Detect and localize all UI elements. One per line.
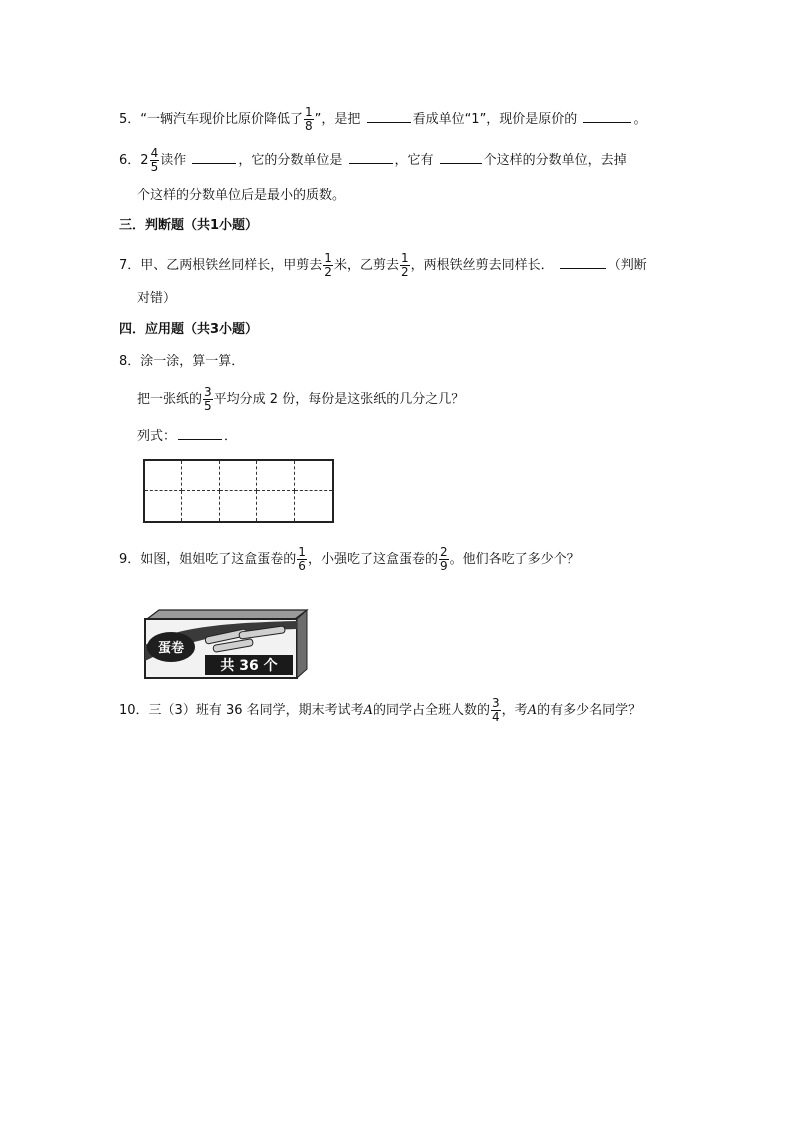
question-text: 如图，姐姐吃了这盒蛋卷的	[140, 552, 297, 567]
grid-cell[interactable]	[182, 461, 219, 491]
question-5	[119, 106, 646, 133]
question-text: 把一张纸的	[137, 392, 203, 407]
question-text: ，它的分数单位是	[238, 153, 343, 168]
question-8-body	[137, 386, 464, 413]
grid-cell[interactable]	[182, 491, 219, 521]
paper-grid[interactable]	[143, 459, 334, 523]
fraction: $\frac{1}{8}$	[305, 105, 313, 133]
question-text: 看成单位“1”，现价是原价的	[412, 112, 578, 127]
fraction: $\frac{1}{2}$	[324, 251, 332, 279]
grade-letter: A	[363, 703, 374, 718]
grid-cell[interactable]	[145, 461, 182, 491]
answer-blank[interactable]	[178, 426, 222, 440]
question-text: ，两根铁丝剪去同样长．	[410, 258, 554, 273]
question-text: 的有多少名同学？	[537, 703, 642, 718]
grid-cell[interactable]	[257, 461, 294, 491]
question-text: 涂一涂，算一算．	[140, 354, 245, 369]
question-text: 个这样的分数单位，去掉	[483, 153, 627, 168]
question-number: 5．	[119, 112, 141, 127]
question-text: 。他们各吃了多少个？	[449, 552, 580, 567]
answer-blank[interactable]	[440, 150, 482, 164]
egg-roll-box-illustration	[143, 609, 309, 680]
fraction: $\frac{1}{2}$	[400, 251, 409, 279]
question-text: 甲、乙两根铁丝同样长，甲剪去	[140, 258, 323, 273]
question-text: （判断	[607, 258, 647, 273]
question-8-formula	[137, 426, 237, 446]
fraction: $\frac{1}{6}$	[298, 545, 306, 573]
mixed-number-whole: 2	[140, 153, 149, 168]
question-text: 米，乙剪去	[333, 258, 399, 273]
answer-blank[interactable]	[583, 109, 631, 123]
grid-cell[interactable]	[295, 461, 332, 491]
grid-cell[interactable]	[145, 491, 182, 521]
grade-letter: A	[527, 703, 538, 718]
question-number: 10．	[119, 703, 149, 718]
fraction: $\frac{2}{9}$	[439, 545, 448, 573]
fraction: $\frac{4}{5}$	[150, 146, 159, 174]
answer-blank[interactable]	[560, 255, 606, 269]
question-text: ，考	[501, 703, 528, 718]
formula-label: 列式：	[137, 429, 177, 444]
question-text: ，小强吃了这盒蛋卷的	[307, 552, 438, 567]
answer-blank[interactable]	[349, 150, 393, 164]
question-9	[119, 546, 580, 573]
question-6	[119, 147, 627, 174]
question-7-line2: 对错）	[137, 291, 177, 306]
question-number: 9．	[119, 552, 141, 567]
box-label: 蛋卷	[157, 641, 185, 656]
question-7	[119, 252, 647, 279]
grid-cell[interactable]	[220, 461, 257, 491]
answer-blank[interactable]	[192, 150, 236, 164]
grid-cell[interactable]	[220, 491, 257, 521]
question-text: 三（3）班有 36 名同学，期末考试考	[148, 703, 364, 718]
question-8-title	[119, 353, 244, 371]
question-text: 的同学占全班人数的	[373, 703, 491, 718]
question-text: ．	[224, 429, 238, 444]
question-10	[119, 697, 641, 724]
question-text: 平均分成 2 份，每份是这张纸的几分之几？	[213, 392, 465, 407]
question-number: 7．	[119, 258, 141, 273]
section-heading: 三．判断题（共1小题）	[119, 218, 259, 233]
section-heading: 四．应用题（共3小题）	[119, 322, 259, 337]
question-text: ，它有	[394, 153, 434, 168]
question-text: “一辆汽车现价比原价降低了	[140, 112, 304, 127]
grid-cell[interactable]	[257, 491, 294, 521]
fraction: $\frac{3}{4}$	[492, 696, 500, 724]
question-text: 。	[633, 112, 647, 127]
box-count: 共 36 个	[220, 658, 278, 674]
question-number: 6．	[119, 153, 141, 168]
question-text: ”，是把	[314, 112, 361, 127]
grid-cell[interactable]	[295, 491, 332, 521]
question-6-line2: 个这样的分数单位后是最小的质数。	[137, 188, 346, 203]
question-text: 读作	[160, 153, 187, 168]
question-number: 8．	[119, 354, 141, 369]
fraction: $\frac{3}{5}$	[204, 385, 212, 413]
answer-blank[interactable]	[367, 109, 411, 123]
